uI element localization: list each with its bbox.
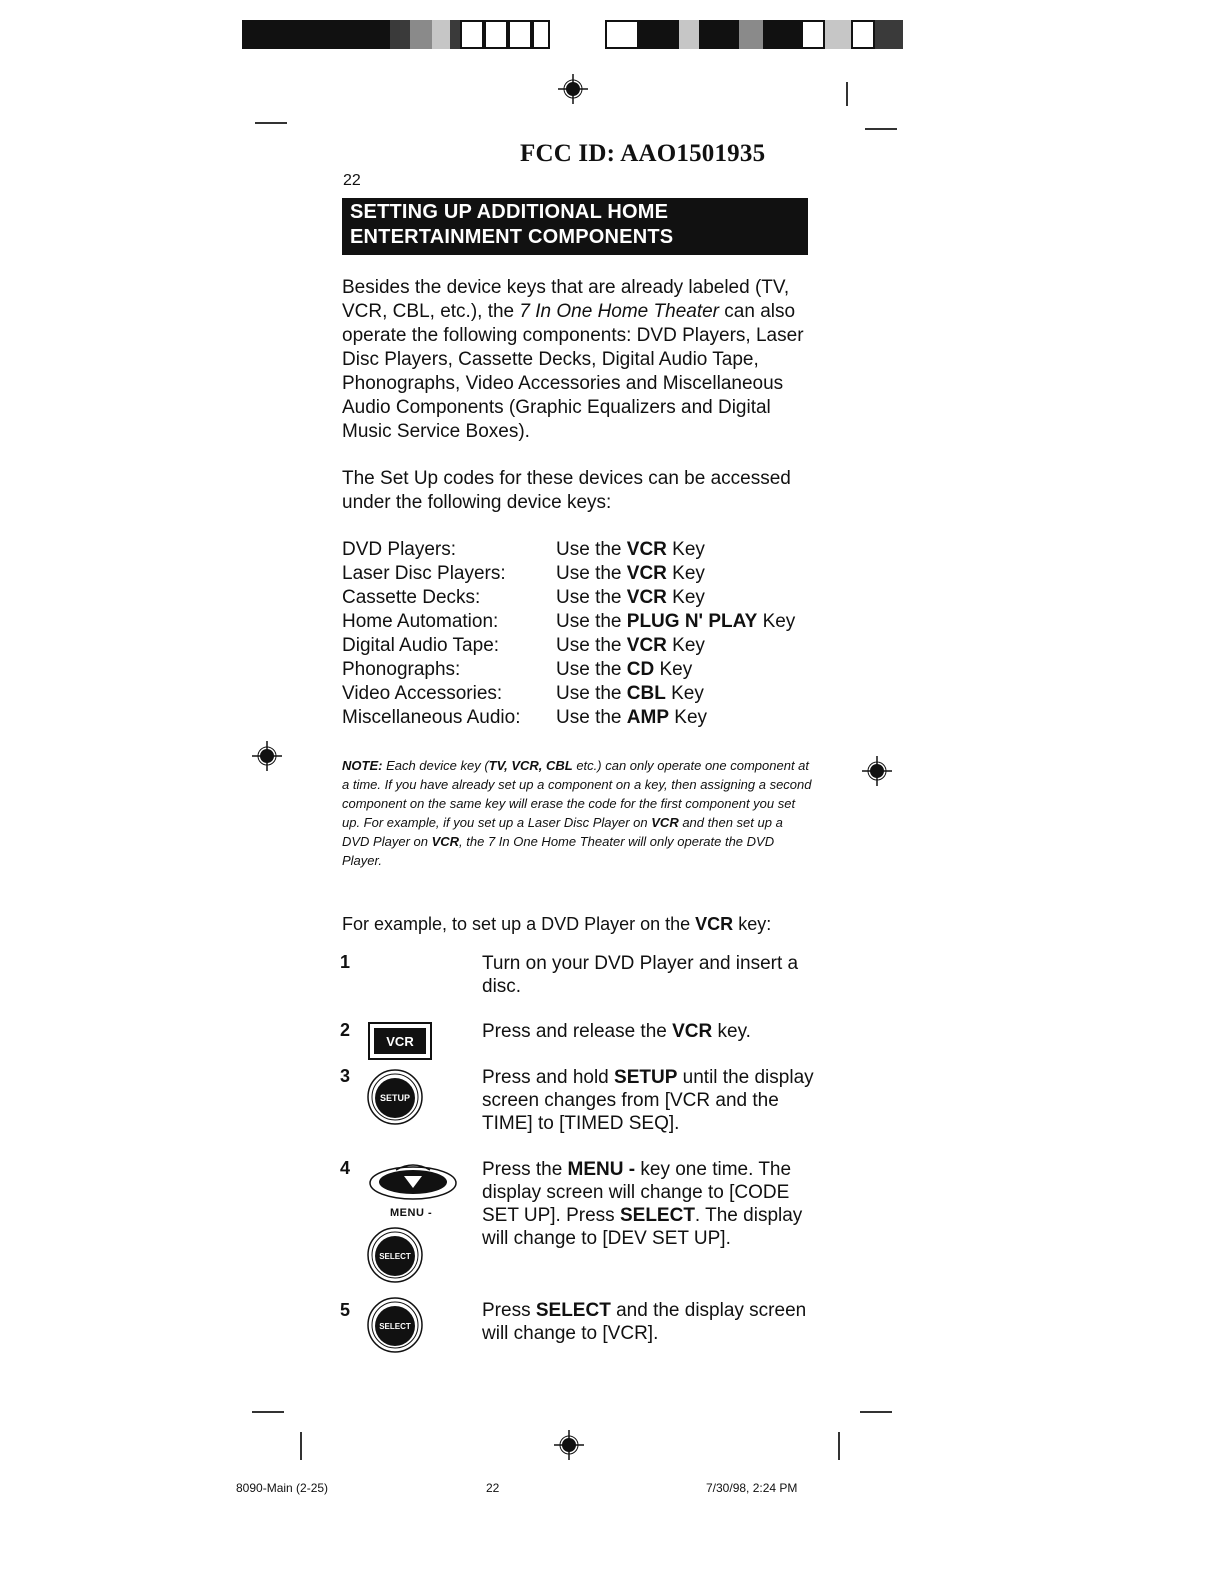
step-number: 1 [340, 952, 351, 972]
device-key-instruction: Use the VCR Key [556, 563, 705, 584]
footer-file-name: 8090-Main (2-25) [236, 1481, 329, 1495]
device-table-row [342, 634, 795, 658]
registration-crosshair-icon [554, 1430, 584, 1460]
device-key-instruction: Use the CD Key [556, 659, 693, 680]
example-intro: For example, to set up a DVD Player on the VCR key: [342, 914, 772, 934]
registration-crosshair-icon [558, 74, 588, 104]
section-title-line-1: SETTING UP ADDITIONAL HOME [350, 201, 669, 223]
step-number: 4 [340, 1158, 351, 1178]
section-title [342, 198, 808, 255]
step-3-text: Press and hold SETUP until the display screen changes from [VCR and the TIME] to [TIMED SEQ]. [482, 1067, 814, 1134]
section-title-line-2: ENTERTAINMENT COMPONENTS [350, 226, 674, 248]
registration-bar-right [605, 20, 903, 49]
device-name: Phonographs: [342, 659, 461, 680]
setup-button-icon [366, 1068, 424, 1126]
registration-bar-left [242, 20, 550, 49]
device-table-row [342, 538, 795, 562]
step-5-text: Press SELECT and the display screen will change to [VCR]. [482, 1300, 807, 1344]
device-table-row [342, 586, 795, 610]
vcr-key-icon: VCR [368, 1022, 432, 1060]
setup-codes-intro: The Set Up codes for these devices can be accessed under the following device keys: [342, 468, 791, 513]
crop-mark [255, 122, 287, 124]
device-key-instruction: Use the AMP Key [556, 707, 708, 728]
crop-mark [846, 82, 848, 106]
device-table-row [342, 610, 795, 634]
device-name: Cassette Decks: [342, 587, 481, 608]
svg-text:SELECT: SELECT [379, 1252, 411, 1261]
device-name: Digital Audio Tape: [342, 635, 500, 656]
device-key-instruction: Use the CBL Key [556, 683, 704, 704]
intro-paragraph: Besides the device keys that are already labeled (TV, VCR, CBL, etc.), the 7 In One Home Theater can also operate the following components: DVD Players, Laser Disc Players, Cassette Decks, Digital Audio Tape, Phonographs, Video Accessories and Miscellaneous Audio Components (Graphic Equalizers and Digital Music Service Boxes). [342, 277, 804, 442]
device-table-row [342, 682, 795, 706]
crop-mark [838, 1432, 840, 1460]
crop-mark [860, 1411, 892, 1413]
fcc-id-heading: FCC ID: AAO1501935 [520, 140, 766, 167]
device-name: Home Automation: [342, 611, 499, 632]
device-key-table [342, 538, 795, 730]
step-number: 2 [340, 1020, 351, 1040]
device-table-row [342, 658, 795, 682]
registration-crosshair-icon [252, 741, 282, 771]
step-2-text: Press and release the VCR key. [482, 1021, 751, 1042]
product-name: 7 In One Home Theater [519, 301, 720, 322]
footer-timestamp: 7/30/98, 2:24 PM [706, 1481, 798, 1495]
select-button-icon [366, 1226, 424, 1284]
device-table-row [342, 562, 795, 586]
menu-label: MENU - [390, 1207, 433, 1219]
device-key-instruction: Use the PLUG N' PLAY Key [556, 611, 796, 632]
page-number: 22 [343, 172, 361, 189]
footer-page-number: 22 [486, 1481, 500, 1495]
note-paragraph: NOTE: Each device key (TV, VCR, CBL etc.) can only operate one component at a time. If you have already set up a component on a key, then assigning a second component on the same key will erase the code for the first component you set up. For example, if you set up a Laser Disc Player on VCR and then set up a DVD Player on VCR, the 7 In One Home Theater will only operate the DVD Player. [342, 758, 812, 868]
step-4-text: Press the MENU - key one time. The display screen will change to [CODE SET UP]. Press SELECT. The display will change to [DEV SET UP]. [482, 1159, 803, 1249]
device-name: Miscellaneous Audio: [342, 707, 521, 728]
device-table-row [342, 706, 795, 730]
select-button-icon [366, 1296, 424, 1354]
menu-down-button-icon [366, 1158, 460, 1204]
step-number: 3 [340, 1066, 351, 1086]
device-name: Laser Disc Players: [342, 563, 506, 584]
svg-text:SETUP: SETUP [379, 1093, 411, 1103]
step-1-text: Turn on your DVD Player and insert a disc. [482, 953, 799, 997]
device-key-instruction: Use the VCR Key [556, 587, 705, 608]
svg-text:SELECT: SELECT [379, 1322, 411, 1331]
device-name: DVD Players: [342, 539, 457, 560]
crop-mark [300, 1432, 302, 1460]
device-name: Video Accessories: [342, 683, 503, 704]
step-number: 5 [340, 1300, 351, 1320]
device-key-instruction: Use the VCR Key [556, 635, 705, 656]
crop-mark [252, 1411, 284, 1413]
device-key-instruction: Use the VCR Key [556, 539, 705, 560]
crop-mark [865, 128, 897, 130]
registration-crosshair-icon [862, 756, 892, 786]
